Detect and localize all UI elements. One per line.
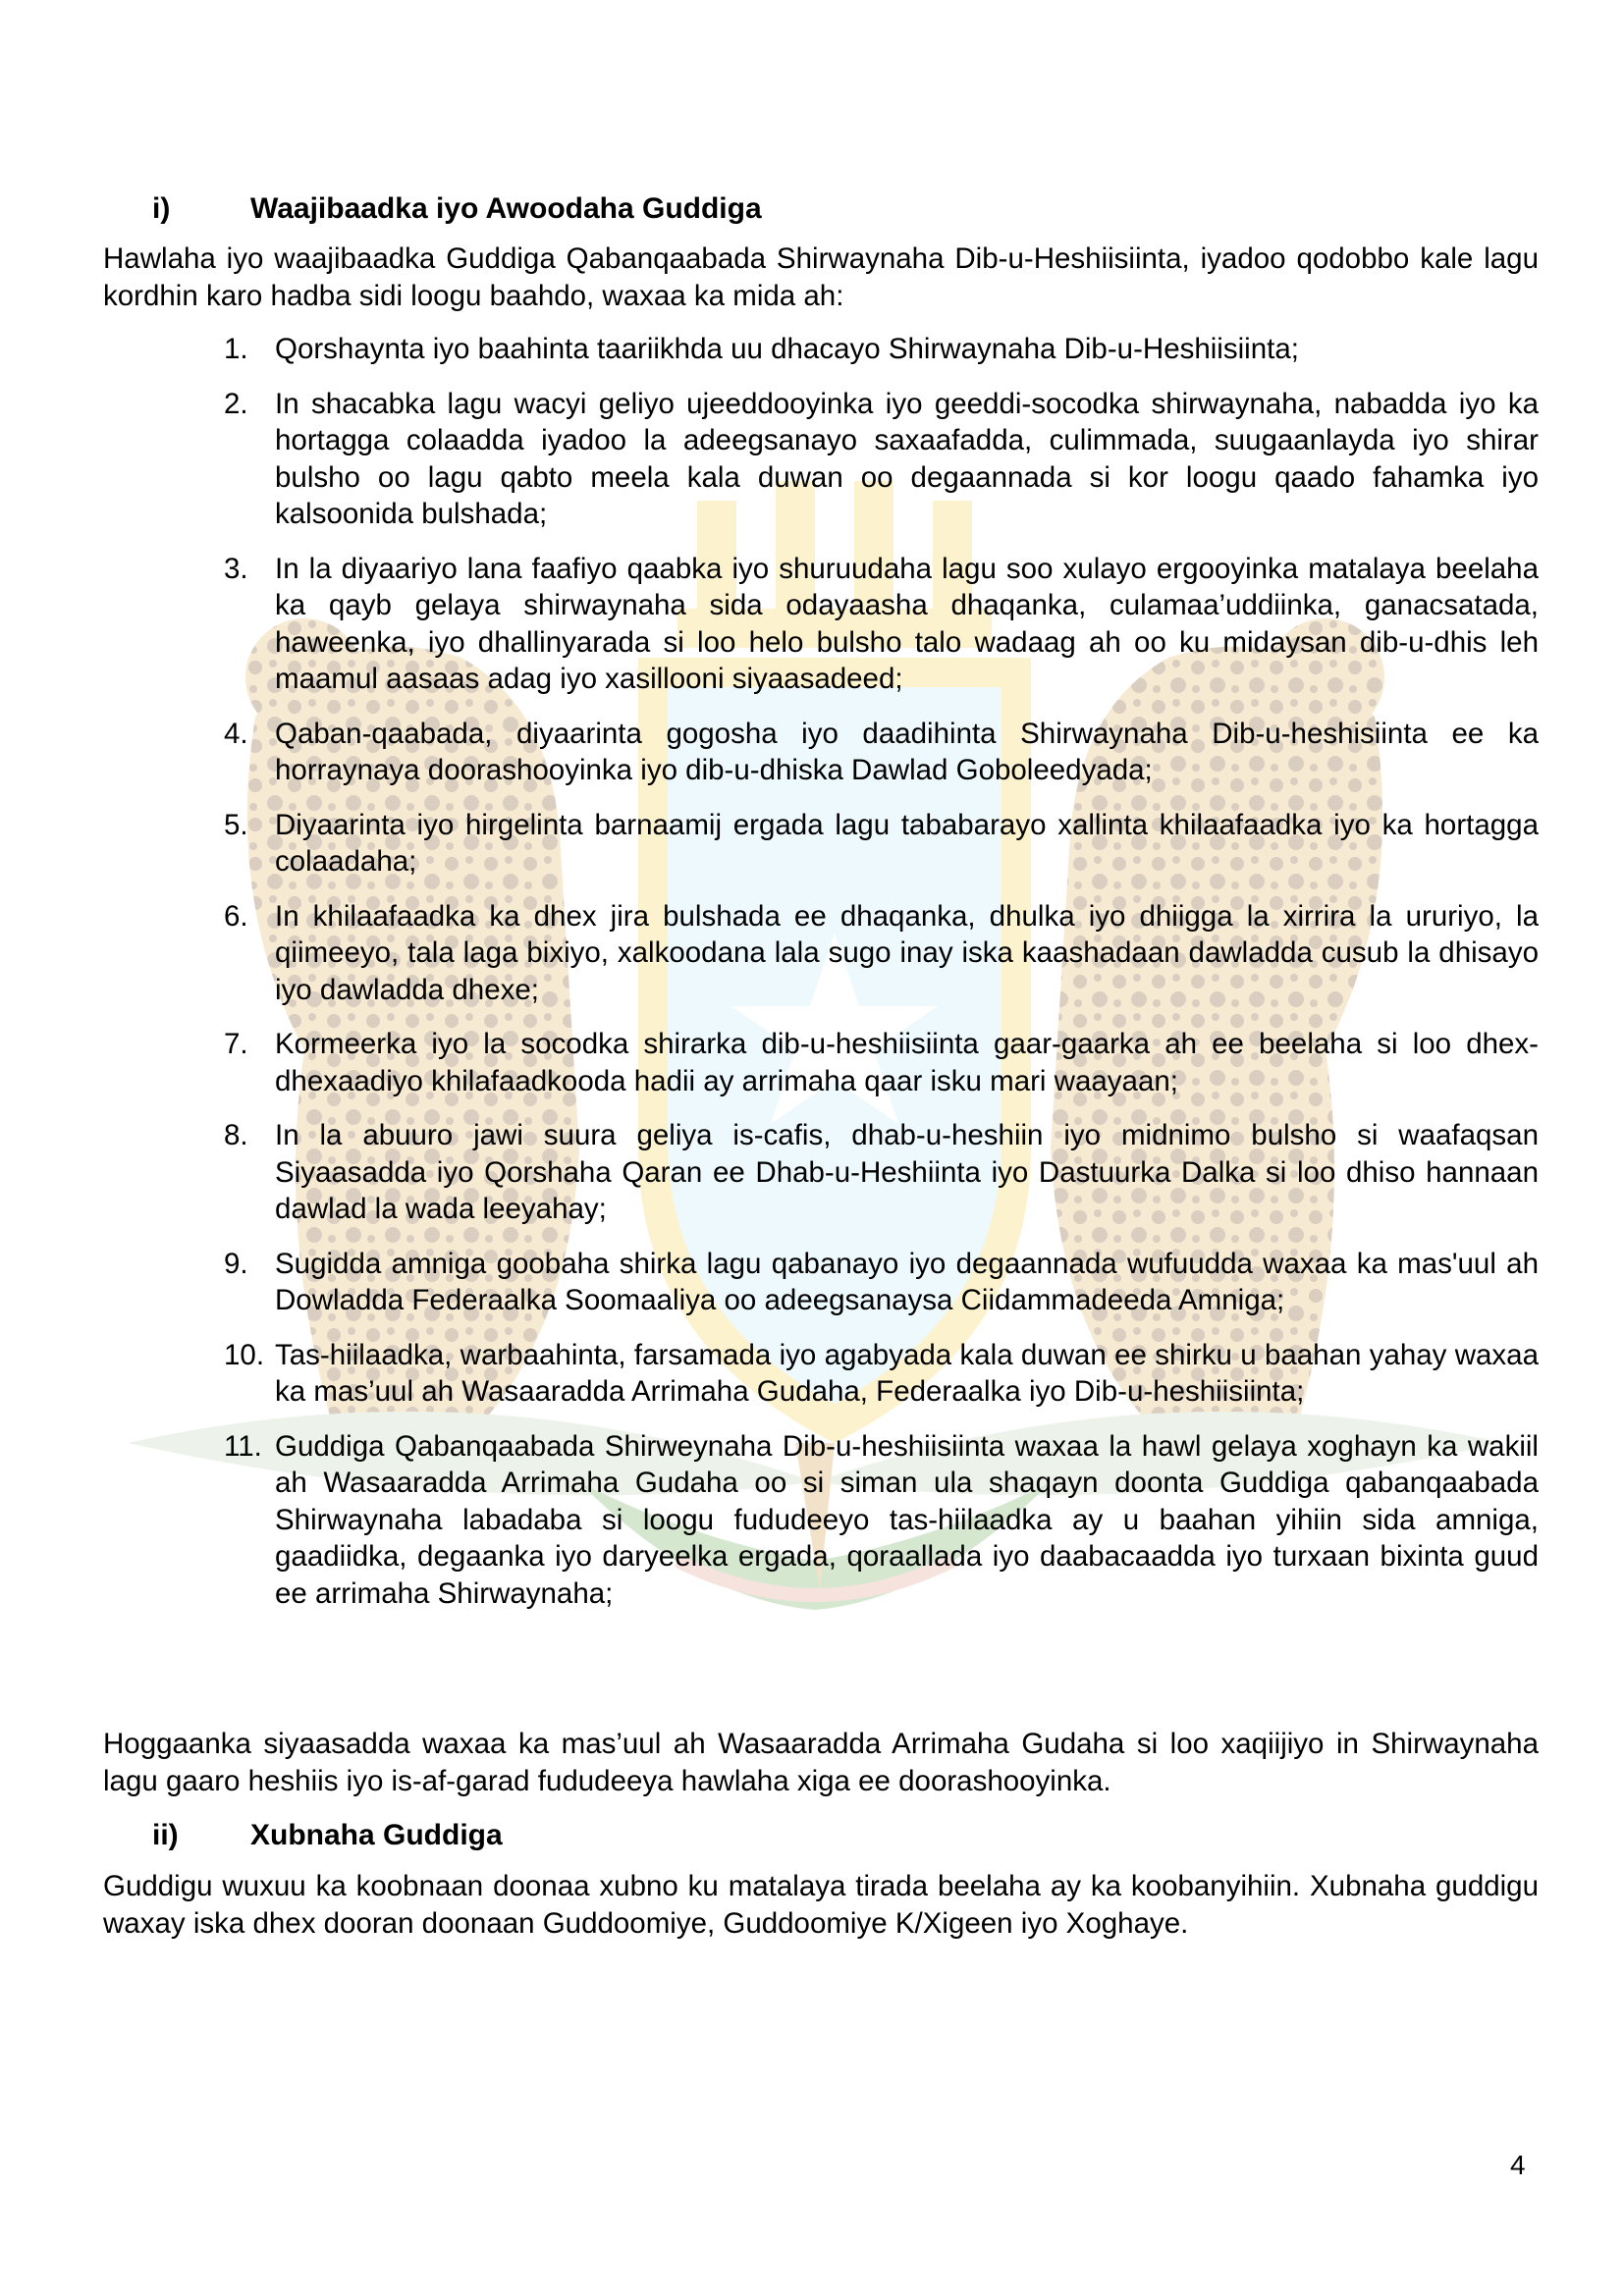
list-item [103,1026,1539,1099]
list-item-number: 1. [224,333,248,365]
list-item [103,551,1539,698]
list-item [103,1246,1539,1319]
list-item-number: 6. [224,899,248,933]
list-item-text: Diyaarinta iyo hirgelinta barnaamij ergada lagu tababarayo xallinta khilaafaadka iyo ka hortagga colaadaha; [275,808,1539,878]
list-item-text: Qorshaynta iyo baahinta taariikhda uu dhacayo Shirwaynaha Dib-u-Heshiisiinta; [275,333,1299,365]
list-item [103,1337,1539,1411]
list-item-text: Tas-hiilaadka, warbaahinta, farsamada iyo agabyada kala duwan ee shirku u baahan yahay waxaa ka mas’uul ah Wasaaradda Arrimaha Gudaha, Federaalka iyo Dib-u-heshiisiinta; [275,1338,1539,1408]
list-item-number: 3. [224,552,248,585]
section-title: Waajibaadka iyo Awoodaha Guddiga [250,192,762,225]
list-item-text: Kormeerka iyo la socodka shirarka dib-u-heshiisiinta gaar-gaarka ah ee beelaha si loo dhex-dhexaadiyo khilafaadkooda hadii ay arrimaha qaar isku mari waayaan; [275,1028,1539,1097]
duties-list [103,331,1539,1629]
list-item-number: 10. [224,1338,265,1371]
section-number: i) [152,192,171,225]
list-item-number: 4. [224,717,248,750]
list-item [103,1117,1539,1228]
list-item [103,898,1539,1009]
section-number: ii) [152,1819,179,1851]
list-item-text: Qaban-qaabada, diyaarinta gogosha iyo daadihinta Shirwaynaha Dib-u-heshisiinta ee ka horraynaya doorashooyinka iyo dib-u-dhiska Dawlad Goboleedyada; [275,717,1539,786]
list-item-text: Sugidda amniga goobaha shirka lagu qabanayo iyo degaannada wufuudda waxaa ka mas'uul ah Dowladda Federaalka Soomaaliya oo adeegsanaysa Ciidammadeeda Amniga; [275,1247,1539,1316]
list-item [103,807,1539,881]
list-item [103,1428,1539,1613]
intro-paragraph: Hawlaha iyo waajibaadka Guddiga Qabanqaabada Shirwaynaha Dib-u-Heshiisiinta, iyadoo qodobbo kale lagu kordhin karo hadba sidi loogu baahdo, waxaa ka mida ah: [103,242,1539,312]
list-item-number: 9. [224,1247,248,1280]
list-item [103,386,1539,533]
list-item-number: 5. [224,808,248,841]
closing-paragraph: Hoggaanka siyaasadda waxaa ka mas’uul ah Wasaaradda Arrimaha Gudaha si loo xaqiijiyo in Shirwaynaha lagu gaaro heshiis iyo is-af-garad fududeeya hawlaha xiga ee doorashooyinka. [103,1728,1539,1797]
list-item [103,331,1539,368]
list-item-number: 2. [224,387,248,420]
list-item-text: In la diyaariyo lana faafiyo qaabka iyo shuruudaha lagu soo xulayo ergooyinka matalaya beelaha ka qayb gelaya shirwaynaha sida odayaasha dhaqanka, culamaa’uddiinka, ganacsatada, haweenka, iyo dhallinyarada si loo helo bulsho talo wadaag ah oo ku midaysan dib-u-dhis leh maamul aasaas adag iyo xasillooni siyaasadeed; [275,552,1539,695]
list-item-text: In shacabka lagu wacyi geliyo ujeeddooyinka iyo geeddi-socodka shirwaynaha, nabadda iyo ka hortagga colaadda iyadoo la adeegsanayo saxaafadda, culimmada, suugaanlayda iyo shirar bulsho oo lagu qabto meela kala duwan oo degaannada si kor loogu qaado fahamka iyo kalsoonida bulshada; [275,387,1539,530]
section-title: Xubnaha Guddiga [250,1819,503,1851]
list-item-text: In khilaafaadka ka dhex jira bulshada ee dhaqanka, dhulka iyo dhiigga la xirrira la ururiyo, la qiimeeyo, tala laga bixiyo, xalkoodana lala sugo inay iska kaashadaan dawladda cusub la dhisayo iyo dawladda dhexe; [275,899,1539,1006]
list-item-number: 7. [224,1028,248,1060]
members-paragraph: Guddigu wuxuu ka koobnaan doonaa xubno ku matalaya tirada beelaha ay ka koobanyihiin. Xubnaha guddigu waxay iska dhex dooran doonaan Guddoomiye, Guddoomiye K/Xigeen iyo Xoghaye. [103,1870,1539,1940]
list-item [103,716,1539,789]
list-item-text: Guddiga Qabanqaabada Shirweynaha Dib-u-heshiisiinta waxaa la hawl gelaya xoghayn ka wakiil ah Wasaaradda Arrimaha Gudaha oo si siman ula shaqayn doonta Guddiga qabanqaabada Shirwaynaha labadaba si loogu fududeeyo tas-hiilaadka ay u baahan yihiin sida amniga, gaadiidka, degaanka iyo daryeelka ergada, qoraallada iyo daabacaadda iyo turxaan bixinta guud ee arrimaha Shirwaynaha; [275,1429,1539,1610]
list-item-text: In la abuuro jawi suura geliya is-cafis, dhab-u-heshiin iyo midnimo bulsho si waafaqsan Siyaasadda iyo Qorshaha Qaran ee Dhab-u-Heshiinta iyo Dastuurka Dalka si loo dhiso hannaan dawlad la wada leeyahay; [275,1119,1539,1225]
list-item-number: 8. [224,1119,248,1151]
list-item-number: 11. [224,1429,262,1463]
page-number: 4 [1510,2150,1526,2180]
